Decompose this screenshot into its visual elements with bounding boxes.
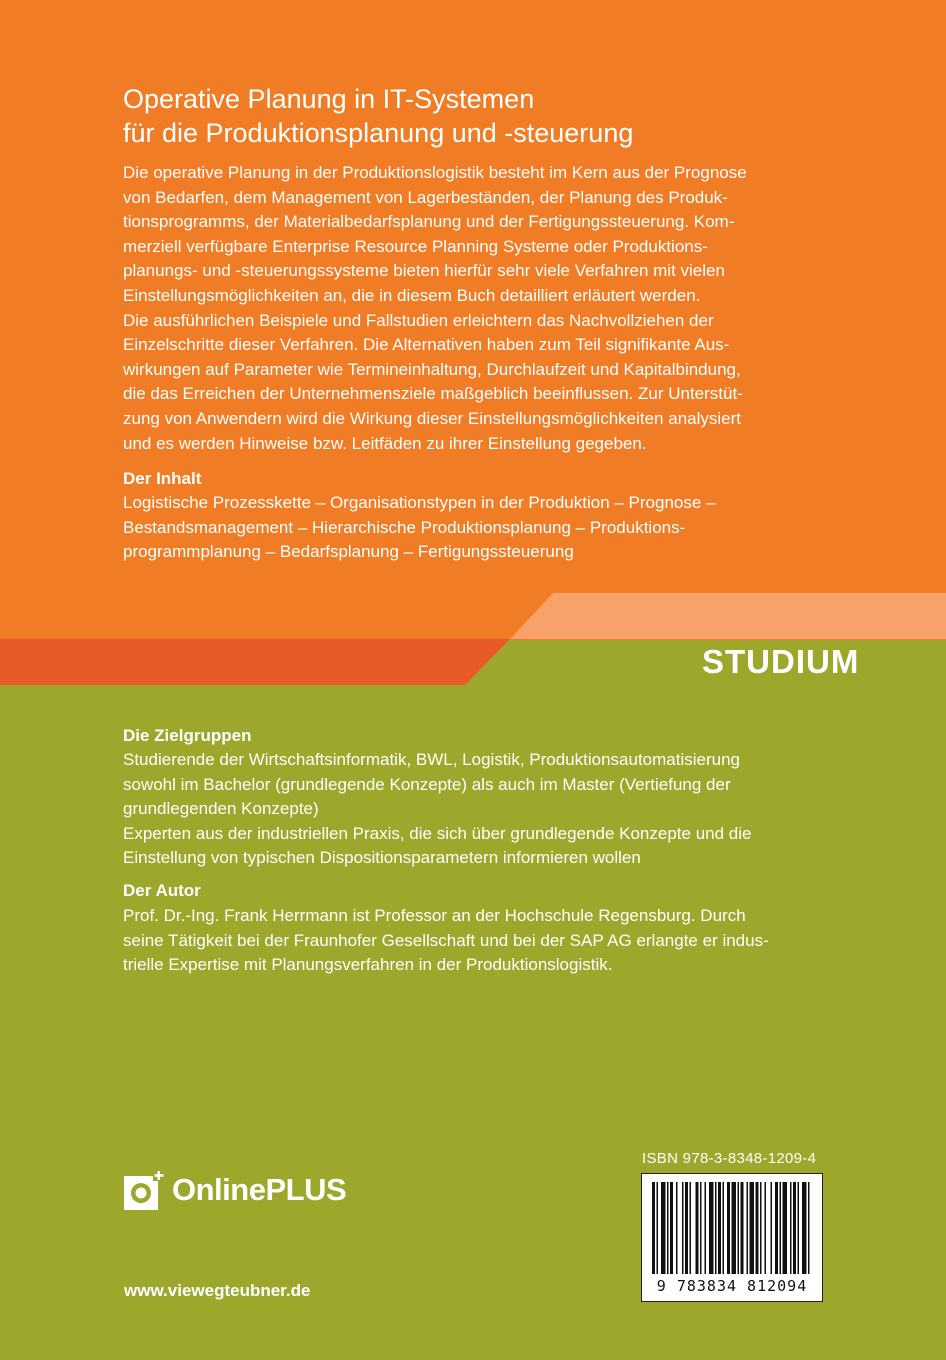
zielgruppen-text <box>123 748 823 871</box>
description-line: Einstellungsmöglichkeiten an, die in diesem Buch detailliert erläutert werden. <box>123 285 701 305</box>
barcode <box>641 1173 823 1302</box>
description-line: Die ausführlichen Beispiele und Fallstudien erleichtern das Nachvollziehen der <box>123 310 714 330</box>
autor-text <box>123 904 823 978</box>
barcode-digits: 9 783834 812094 <box>656 1277 808 1295</box>
book-title <box>123 82 883 150</box>
autor-heading: Der Autor <box>123 881 201 900</box>
online-plus-logo <box>124 1170 346 1210</box>
autor-line: Prof. Dr.-Ing. Frank Herrmann ist Professor an der Hochschule Regensburg. Durch <box>123 906 746 925</box>
inhalt-line: Logistische Prozesskette – Organisationstypen in der Produktion – Prognose – <box>123 493 716 512</box>
zielgruppen-line: sowohl im Bachelor (grundlegende Konzepte) als auch im Master (Vertiefung der <box>123 774 731 794</box>
description-line: von Bedarfen, dem Management von Lagerbeständen, der Planung des Produk- <box>123 187 728 207</box>
inhalt-text <box>123 491 823 565</box>
website-link[interactable]: www.viewegteubner.de <box>124 1281 311 1300</box>
description-line: wirkungen auf Parameter wie Termineinhaltung, Durchlaufzeit und Kapitalbindung, <box>123 359 741 379</box>
isbn-label: ISBN 978-3-8348-1209-4 <box>642 1150 817 1167</box>
zielgruppen-line: Studierende der Wirtschaftsinformatik, BWL, Logistik, Produktionsautomatisierung <box>123 750 740 769</box>
description-line: planungs- und -steuerungssysteme bieten hierfür sehr viele Verfahren mit vielen <box>123 261 725 281</box>
description-text <box>123 161 823 456</box>
description-line: zung von Anwendern wird die Wirkung dieser Einstellungsmöglichkeiten analysiert <box>123 408 741 428</box>
series-label: STUDIUM <box>702 643 860 680</box>
book-title-line-1: Operative Planung in IT-Systemen <box>123 84 535 114</box>
description-line: Die operative Planung in der Produktionslogistik besteht im Kern aus der Prognose <box>123 163 747 182</box>
autor-line: seine Tätigkeit bei der Fraunhofer Gesellschaft und bei der SAP AG erlangte er indus- <box>123 930 769 950</box>
description-line: die das Erreichen der Unternehmensziele maßgeblich beeinflussen. Zur Unterstüt- <box>123 384 743 404</box>
zielgruppen-line: Einstellung von typischen Dispositionsparametern informieren wollen <box>123 848 641 868</box>
description-line: tionsprogramms, der Materialbedarfsplanung und der Fertigungssteuerung. Kom- <box>123 212 735 232</box>
inhalt-line: Bestandsmanagement – Hierarchische Produktionsplanung – Produktions- <box>123 517 686 537</box>
autor-line: trielle Expertise mit Planungsverfahren in der Produktionslogistik. <box>123 955 613 975</box>
description-line: und es werden Hinweise bzw. Leitfäden zu ihrer Einstellung gegeben. <box>123 433 647 453</box>
online-plus-icon <box>124 1170 164 1210</box>
barcode-bars-icon <box>642 1174 822 1279</box>
book-title-line-2: für die Produktionsplanung und -steuerung <box>123 118 634 148</box>
description-line: merziell verfügbare Enterprise Resource Planning Systeme oder Produktions- <box>123 236 708 256</box>
inhalt-heading: Der Inhalt <box>123 469 202 488</box>
inhalt-line: programmplanung – Bedarfsplanung – Fertigungssteuerung <box>123 542 574 562</box>
logo-text: OnlinePLUS <box>172 1172 347 1207</box>
description-line: Einzelschritte dieser Verfahren. Die Alternativen haben zum Teil signifikante Aus- <box>123 335 730 355</box>
zielgruppen-heading: Die Zielgruppen <box>123 726 252 745</box>
zielgruppen-line: Experten aus der industriellen Praxis, die sich über grundlegende Konzepte und die <box>123 823 752 843</box>
zielgruppen-line: grundlegenden Konzepte) <box>123 799 319 819</box>
